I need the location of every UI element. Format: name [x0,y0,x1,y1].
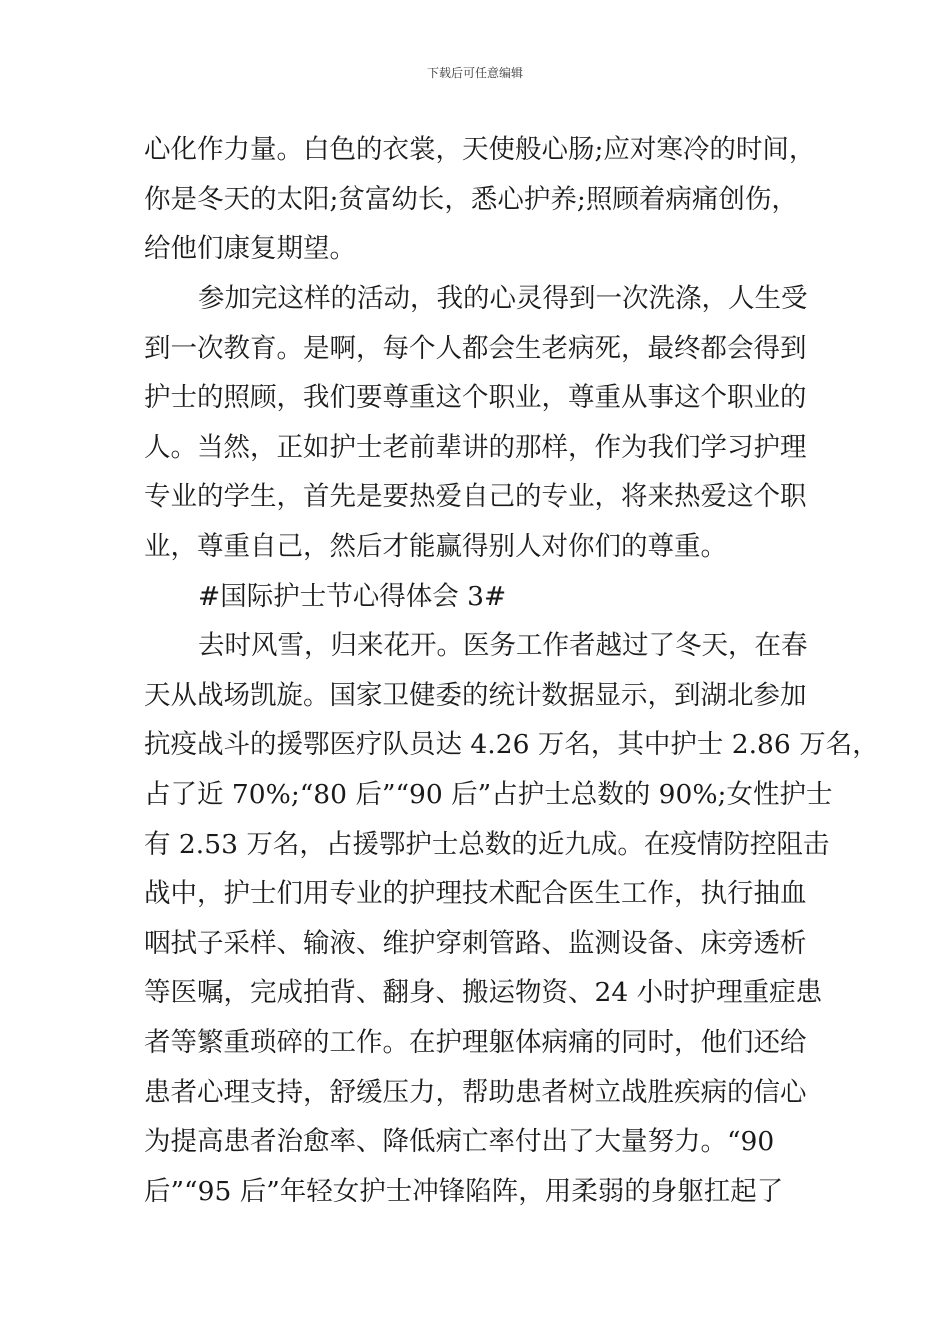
body-line: 给他们康复期望。 [144,233,356,264]
body-line: 后”“95 后”年轻女护士冲锋陷阵，用柔弱的身躯扛起了 [144,1176,784,1207]
paragraph-first-line: 去时风雪，归来花开。医务工作者越过了冬天，在春 [198,630,808,661]
body-line: 为提高患者治愈率、降低病亡率付出了大量努力。“90 [144,1126,775,1157]
body-line: 天从战场凯旋。国家卫健委的统计数据显示，到湖北参加 [144,680,807,711]
body-line: 抗疫战斗的援鄂医疗队员达 4.26 万名，其中护士 2.86 万名， [144,729,879,760]
body-line: 等医嘱，完成拍背、翻身、搬运物资、24 小时护理重症患 [144,977,823,1008]
body-line: 者等繁重琐碎的工作。在护理躯体病痛的同时，他们还给 [144,1027,807,1058]
body-line: 有 2.53 万名，占援鄂护士总数的近九成。在疫情防控阻击 [144,829,830,860]
body-line: 占了近 70%;“80 后”“90 后”占护士总数的 90%;女性护士 [144,779,833,810]
body-line: 到一次教育。是啊，每个人都会生老病死，最终都会得到 [144,333,807,364]
body-line: 咽拭子采样、输液、维护穿刺管路、监测设备、床旁透析 [144,928,807,959]
page-header: 下载后可任意编辑 [426,66,523,80]
body-line: 业，尊重自己，然后才能赢得别人对你们的尊重。 [144,531,727,562]
body-line: 你是冬天的太阳;贫富幼长，悉心护养;照顾着病痛创伤， [144,184,798,215]
paragraph-first-line: 参加完这样的活动，我的心灵得到一次洗涤，人生受 [198,283,808,314]
body-line: 患者心理支持，舒缓压力，帮助患者树立战胜疾病的信心 [144,1077,807,1108]
body-line: 人。当然，正如护士老前辈讲的那样，作为我们学习护理 [144,432,807,463]
body-line: 心化作力量。白色的衣裳，天使般心肠;应对寒冷的时间， [144,134,816,165]
body-line: 战中，护士们用专业的护理技术配合医生工作，执行抽血 [144,878,807,909]
body-line: 专业的学生，首先是要热爱自己的专业，将来热爱这个职 [144,481,807,512]
body-line: 护士的照顾，我们要尊重这个职业，尊重从事这个职业的 [144,382,807,413]
section-heading: #国际护士节心得体会 3# [198,581,507,612]
